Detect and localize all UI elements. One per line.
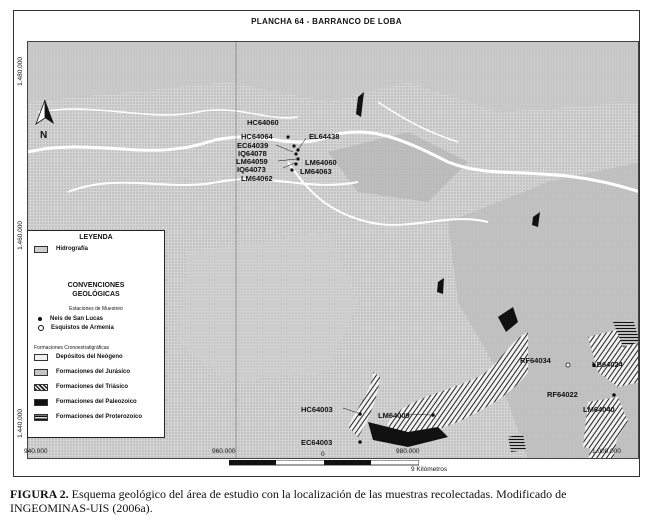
sample-label: LM64040 bbox=[583, 405, 615, 414]
sample-label: LM64063 bbox=[300, 167, 332, 176]
map-legend bbox=[27, 230, 165, 438]
map-title: PLANCHA 64 - BARRANCO DE LOBA bbox=[251, 17, 402, 26]
sample-label: HC64064 bbox=[241, 132, 273, 141]
legend-heading: GEOLÓGICAS bbox=[72, 291, 120, 298]
legend-label: Hidrografía bbox=[56, 246, 89, 252]
legend-item-hydrography bbox=[34, 244, 88, 254]
legend-subheading: Estaciones de Muestreo bbox=[69, 306, 123, 312]
station-dot-icon bbox=[38, 317, 42, 321]
sample-label: IQ64073 bbox=[237, 165, 266, 174]
station-circle-icon bbox=[38, 325, 44, 331]
legend-heading: CONVENCIONES bbox=[67, 282, 125, 289]
legend-subheading: Formaciones Cronoestratigráficas bbox=[34, 345, 110, 351]
legend-item-proterozoico bbox=[34, 412, 142, 422]
legend-label: Neis de San Lucas bbox=[50, 316, 104, 322]
scale-bar-graphic bbox=[229, 460, 419, 466]
sample-label: LB64024 bbox=[592, 360, 623, 369]
caption-label: FIGURA 2. bbox=[10, 487, 69, 501]
sample-label: EC64003 bbox=[301, 438, 333, 447]
triassic-swatch bbox=[34, 384, 48, 391]
coord-label-y: 1.440.000 bbox=[17, 409, 24, 438]
coord-label-y: 1.480.000 bbox=[17, 57, 24, 86]
coord-label-y: 1.460.000 bbox=[17, 221, 24, 250]
legend-item-esquistos bbox=[38, 323, 114, 333]
sample-label: RF64034 bbox=[520, 356, 551, 365]
legend-label: Formaciones del Proterozoico bbox=[56, 414, 143, 420]
north-label: N bbox=[40, 130, 48, 141]
scale-label: 9 Kilómetros bbox=[411, 466, 448, 473]
sample-label: LM64060 bbox=[305, 158, 337, 167]
legend-label: Formaciones del Paleozoico bbox=[56, 399, 137, 405]
sample-label: IQ64078 bbox=[238, 149, 267, 158]
coord-label-x: 960.000 bbox=[212, 448, 236, 455]
hydrography-swatch bbox=[34, 246, 48, 253]
jurassic-swatch bbox=[34, 369, 48, 376]
paleozoic-swatch bbox=[34, 399, 48, 406]
legend-item-neogeno bbox=[34, 352, 123, 362]
neogene-swatch bbox=[34, 354, 48, 361]
proterozoic-swatch bbox=[34, 414, 48, 421]
figure-caption bbox=[10, 487, 640, 515]
sample-label: EL64438 bbox=[309, 132, 340, 141]
legend-title: LEYENDA bbox=[79, 234, 113, 241]
sample-label: LM64059 bbox=[236, 157, 268, 166]
coord-label-x: 940.000 bbox=[24, 448, 48, 455]
sample-label: HC64060 bbox=[247, 118, 279, 127]
legend-label: Depósitos del Neógeno bbox=[56, 354, 123, 360]
scale-zero: 0 bbox=[321, 451, 325, 458]
sample-label: HC64003 bbox=[301, 405, 333, 414]
legend-label: Formaciones del Jurásico bbox=[56, 369, 131, 375]
sample-label: EC64039 bbox=[237, 141, 269, 150]
coord-label-x: 980.000 bbox=[396, 448, 420, 455]
legend-item-triasico bbox=[34, 382, 128, 392]
sample-label: LM64009 bbox=[378, 411, 410, 420]
legend-label: Formaciones del Triásico bbox=[56, 384, 129, 390]
caption-text: Esquema geológico del área de estudio con la localización de las muestras recolectadas. Modificado de INGEOMINAS-UIS (2006a). bbox=[10, 487, 567, 515]
legend-label: Esquistos de Armenia bbox=[51, 325, 114, 331]
sample-label: LM64062 bbox=[241, 174, 273, 183]
coord-label-x: 1.000.000 bbox=[592, 448, 621, 455]
legend-item-paleozoico bbox=[34, 397, 137, 407]
legend-item-jurasico bbox=[34, 367, 130, 377]
sample-label: RF64022 bbox=[547, 390, 578, 399]
jurassic-zone-center bbox=[178, 232, 358, 382]
proterozoic-body bbox=[508, 434, 526, 452]
